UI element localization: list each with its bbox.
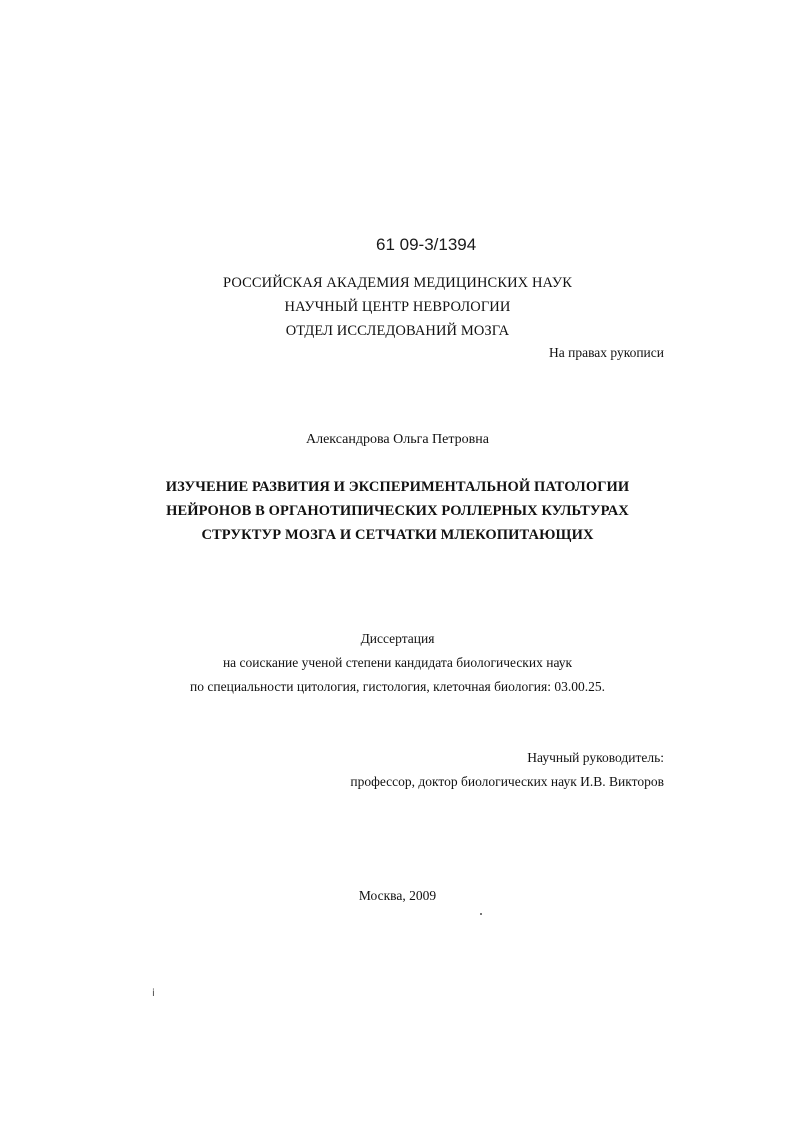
thesis-specialty: по специальности цитология, гистология, клеточная биология: 03.00.25. bbox=[190, 679, 605, 694]
title-line-3: СТРУКТУР МОЗГА И СЕТЧАТКИ МЛЕКОПИТАЮЩИХ bbox=[201, 527, 594, 543]
archive-code: 61 09-3/1394 bbox=[376, 235, 477, 254]
thesis-degree: на соискание ученой степени кандидата биологических наук bbox=[222, 655, 573, 670]
thesis-type: Диссертация bbox=[360, 631, 435, 646]
title-line-2: НЕЙРОНОВ В ОРГАНОТИПИЧЕСКИХ РОЛЛЕРНЫХ КУЛЬТУРАХ bbox=[166, 503, 629, 519]
title-line-1: ИЗУЧЕНИЕ РАЗВИТИЯ И ЭКСПЕРИМЕНТАЛЬНОЙ ПАТОЛОГИИ bbox=[165, 479, 630, 495]
supervisor-name: профессор, доктор биологических наук И.В. Викторов bbox=[350, 774, 664, 789]
institution-center: НАУЧНЫЙ ЦЕНТР НЕВРОЛОГИИ bbox=[284, 299, 511, 315]
author-name: Александрова Ольга Петровна bbox=[306, 432, 489, 447]
institution-academy: РОССИЙСКАЯ АКАДЕМИЯ МЕДИЦИНСКИХ НАУК bbox=[223, 275, 572, 291]
scan-speck bbox=[480, 913, 482, 915]
supervisor-label: Научный руководитель: bbox=[527, 750, 664, 765]
manuscript-note: На правах рукописи bbox=[548, 345, 664, 360]
city-year: Москва, 2009 bbox=[358, 888, 437, 903]
institution-department: ОТДЕЛ ИССЛЕДОВАНИЙ МОЗГА bbox=[285, 323, 510, 339]
margin-mark: i bbox=[152, 988, 155, 999]
